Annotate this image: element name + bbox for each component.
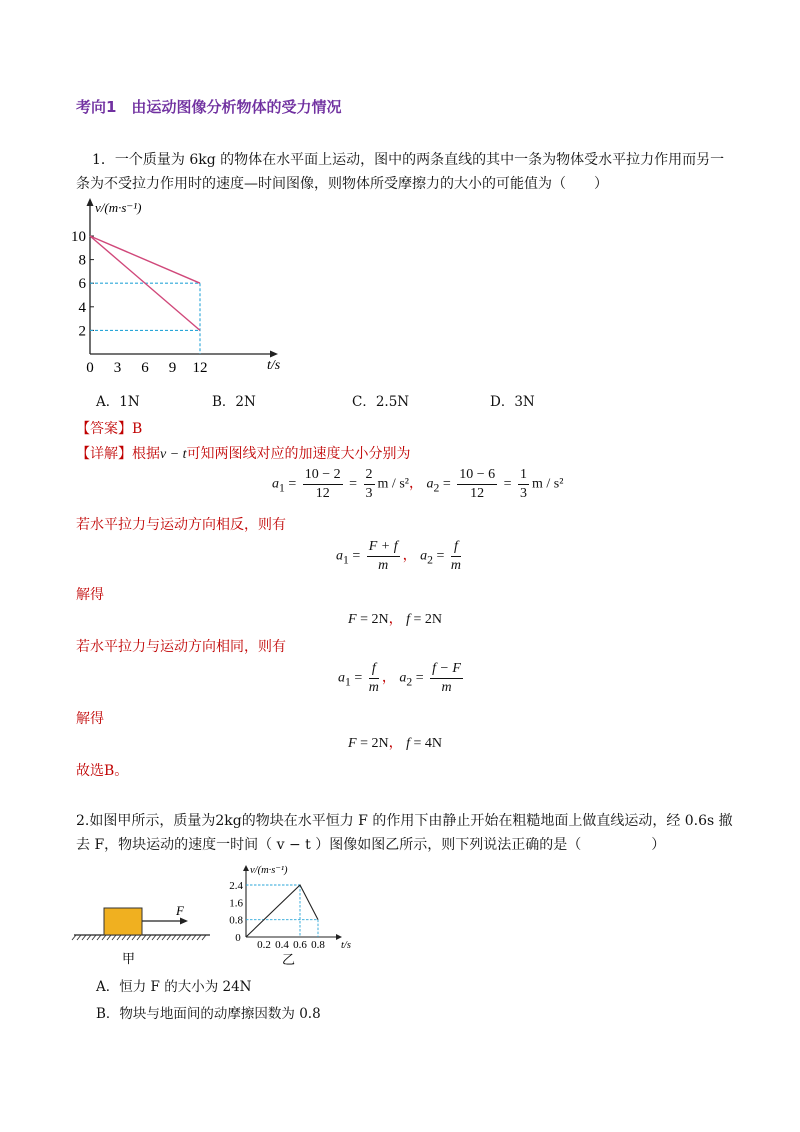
q2-stem-line1: 2.如图甲所示，质量为2kg的物块在水平恒力 F 的作用下由静止开始在粗糙地面上做直线运动，经 0.6s 撤 bbox=[76, 813, 733, 829]
eq-fraction: $\frac{f}{m}$ bbox=[368, 661, 379, 695]
eq-fraction: $\frac{F + f}{m}$ bbox=[368, 539, 398, 573]
q1-stem-line2: 条为不受拉力作用时的速度—时间图像，则物体所受摩擦力的大小的可能值为（ ） bbox=[76, 176, 608, 192]
q1-answer: 【答案】B bbox=[76, 421, 143, 437]
q2-figure-a bbox=[70, 895, 220, 970]
eq-a: a bbox=[420, 548, 428, 564]
hatch-stroke bbox=[122, 935, 126, 940]
figure-b-caption: 乙 bbox=[282, 952, 296, 967]
eq-unit: m / s² bbox=[532, 476, 564, 492]
x-tick-label: 0.2 bbox=[257, 939, 271, 951]
y-tick-label: 8 bbox=[78, 252, 86, 269]
hatch-stroke bbox=[92, 935, 96, 940]
eq-sub: 1 bbox=[345, 675, 351, 689]
y-axis-label: v/(m·s⁻¹) bbox=[95, 200, 142, 215]
detail-rest: 可知两图线对应的加速度大小分别为 bbox=[186, 446, 411, 462]
figure-a-caption: 甲 bbox=[122, 951, 136, 966]
section-heading: 考向1 由运动图像分析物体的受力情况 bbox=[76, 98, 342, 116]
q1-solve-1: 解得 bbox=[76, 587, 104, 603]
q1-detail-intro bbox=[76, 443, 411, 463]
hatch-stroke bbox=[157, 935, 161, 940]
eq-sub: 1 bbox=[343, 553, 349, 567]
eq-sub: 1 bbox=[279, 481, 285, 495]
y-tick-label: 1.6 bbox=[229, 897, 243, 910]
hatch-stroke bbox=[192, 935, 196, 940]
q2-vt-chart bbox=[222, 860, 362, 970]
q1-equation-4: $a_1$ = $\frac{f}{m}$ ， $a_2$ = $\frac{f - F}{m}$ bbox=[338, 661, 461, 695]
q1-option-c[interactable]: C．2.5N bbox=[352, 394, 410, 410]
hatch-stroke bbox=[102, 935, 106, 940]
force-arrowhead bbox=[180, 918, 188, 925]
eq-value: = 2N bbox=[413, 612, 442, 627]
y-axis-arrowhead bbox=[243, 865, 249, 871]
hatch-stroke bbox=[117, 935, 121, 940]
x-tick-label: 0 bbox=[235, 932, 241, 944]
eq-a: a bbox=[338, 670, 345, 686]
hatch-stroke bbox=[162, 935, 166, 940]
hatch-stroke bbox=[182, 935, 186, 940]
eq-unit: m / s² bbox=[377, 476, 409, 492]
q1-option-d[interactable]: D．3N bbox=[490, 394, 535, 410]
eq-a: a bbox=[426, 476, 434, 492]
q1-equation-5: F = 2N， f = 4N bbox=[348, 736, 442, 751]
y-tick-label: 2 bbox=[78, 323, 86, 340]
x-axis-label: t/s bbox=[267, 358, 281, 373]
hatch-stroke bbox=[107, 935, 111, 940]
eq-F: F bbox=[348, 736, 357, 751]
force-label: F bbox=[176, 903, 184, 918]
eq-fraction: $\frac{1}{3}$ bbox=[520, 467, 528, 501]
eq-fraction: $\frac{10 - 6}{12}$ bbox=[459, 467, 496, 501]
eq-a: a bbox=[399, 670, 407, 686]
x-tick-label: 0.6 bbox=[293, 939, 307, 951]
x-tick-label: 12 bbox=[192, 360, 208, 376]
eq-fraction: $\frac{10 - 2}{12}$ bbox=[304, 467, 341, 501]
hatch-stroke bbox=[72, 935, 76, 940]
x-axis-arrowhead bbox=[270, 351, 278, 358]
eq-F: F bbox=[348, 612, 357, 627]
hatch-stroke bbox=[132, 935, 136, 940]
q1-equation-2: $a_1$ = $\frac{F + f}{m}$ ， $a_2$ = $\frac{f}{m}$ bbox=[336, 539, 461, 573]
hatch-stroke bbox=[187, 935, 191, 940]
hatch-stroke bbox=[142, 935, 146, 940]
q2-option-a[interactable]: A．恒力 F 的大小为 24N bbox=[96, 979, 252, 995]
y-axis-label: v/(m·s⁻¹) bbox=[250, 865, 288, 876]
q2-option-b[interactable]: B．物块与地面间的动摩擦因数为 0.8 bbox=[96, 1006, 321, 1022]
hatch-stroke bbox=[97, 935, 101, 940]
hatch-stroke bbox=[82, 935, 86, 940]
q1-vt-chart bbox=[70, 195, 300, 380]
hatch-stroke bbox=[77, 935, 81, 940]
y-tick-label: 0.8 bbox=[229, 914, 243, 927]
q1-stem-line1: 1．一个质量为 6kg 的物体在水平面上运动，图中的两条直线的其中一条为物体受水平拉力作用而另一 bbox=[92, 152, 725, 168]
x-tick-label: 0.8 bbox=[311, 939, 325, 951]
q1-option-b[interactable]: B．2N bbox=[212, 394, 256, 410]
x-tick-label: 9 bbox=[168, 360, 177, 376]
q1-case-2: 若水平拉力与运动方向相同，则有 bbox=[76, 639, 286, 655]
q1-option-a[interactable]: A．1N bbox=[96, 394, 140, 410]
ground-hatching bbox=[72, 935, 206, 940]
hatch-stroke bbox=[137, 935, 141, 940]
y-tick-label: 2.4 bbox=[229, 880, 243, 892]
hatch-stroke bbox=[112, 935, 116, 940]
block bbox=[104, 908, 142, 935]
hatch-stroke bbox=[152, 935, 156, 940]
detail-label: 【详解】根据 bbox=[76, 446, 160, 462]
eq-a: a bbox=[336, 548, 343, 564]
detail-vt: v − t bbox=[160, 447, 187, 462]
hatch-stroke bbox=[172, 935, 176, 940]
eq-fraction: $\frac{f}{m}$ bbox=[450, 539, 461, 573]
y-tick-label: 10 bbox=[71, 229, 86, 245]
eq-fraction: $\frac{f - F}{m}$ bbox=[432, 661, 461, 695]
q1-solve-2: 解得 bbox=[76, 711, 104, 727]
hatch-stroke bbox=[167, 935, 171, 940]
eq-value: = 2N bbox=[360, 736, 389, 751]
eq-f: f bbox=[406, 736, 410, 751]
hatch-stroke bbox=[127, 935, 131, 940]
eq-a: a bbox=[272, 476, 279, 492]
eq-fraction: $\frac{2}{3}$ bbox=[365, 467, 373, 501]
hatch-stroke bbox=[177, 935, 181, 940]
eq-value: = 2N bbox=[360, 612, 389, 627]
hatch-stroke bbox=[202, 935, 206, 940]
q2-stem-line2: 去 F，物块运动的速度一时间（ v − t ）图像如图乙所示，则下列说法正确的是（ ） bbox=[76, 837, 666, 853]
x-tick-label: 6 bbox=[141, 360, 149, 376]
eq-sub: 2 bbox=[427, 553, 433, 567]
y-tick-label: 6 bbox=[78, 276, 86, 293]
eq-sub: 2 bbox=[406, 675, 413, 689]
q1-case-1: 若水平拉力与运动方向相反，则有 bbox=[76, 517, 286, 533]
q1-equation-1: $a_1$ = $\frac{10 - 2}{12}$ = $\frac{2}{3}$ m / s²， $a_2$ = $\frac{10 - 6}{12}$ = $\frac{1}{3}$ m / s² bbox=[272, 467, 564, 501]
y-tick-label: 4 bbox=[78, 299, 86, 316]
eq-f: f bbox=[406, 612, 410, 627]
eq-value: = 4N bbox=[413, 736, 442, 751]
eq-sub: 2 bbox=[433, 481, 440, 495]
q1-conclusion: 故选B。 bbox=[76, 763, 129, 779]
x-tick-label: 3 bbox=[113, 360, 122, 376]
hatch-stroke bbox=[147, 935, 151, 940]
series-line-line-b bbox=[90, 236, 200, 283]
q1-equation-3: F = 2N， f = 2N bbox=[348, 612, 442, 627]
velocity-series-line bbox=[246, 885, 318, 937]
hatch-stroke bbox=[197, 935, 201, 940]
x-tick-label: 0 bbox=[86, 360, 94, 376]
hatch-stroke bbox=[87, 935, 91, 940]
y-axis-arrowhead bbox=[87, 198, 94, 206]
x-axis-label: t/s bbox=[341, 940, 351, 951]
x-tick-label: 0.4 bbox=[275, 939, 289, 951]
